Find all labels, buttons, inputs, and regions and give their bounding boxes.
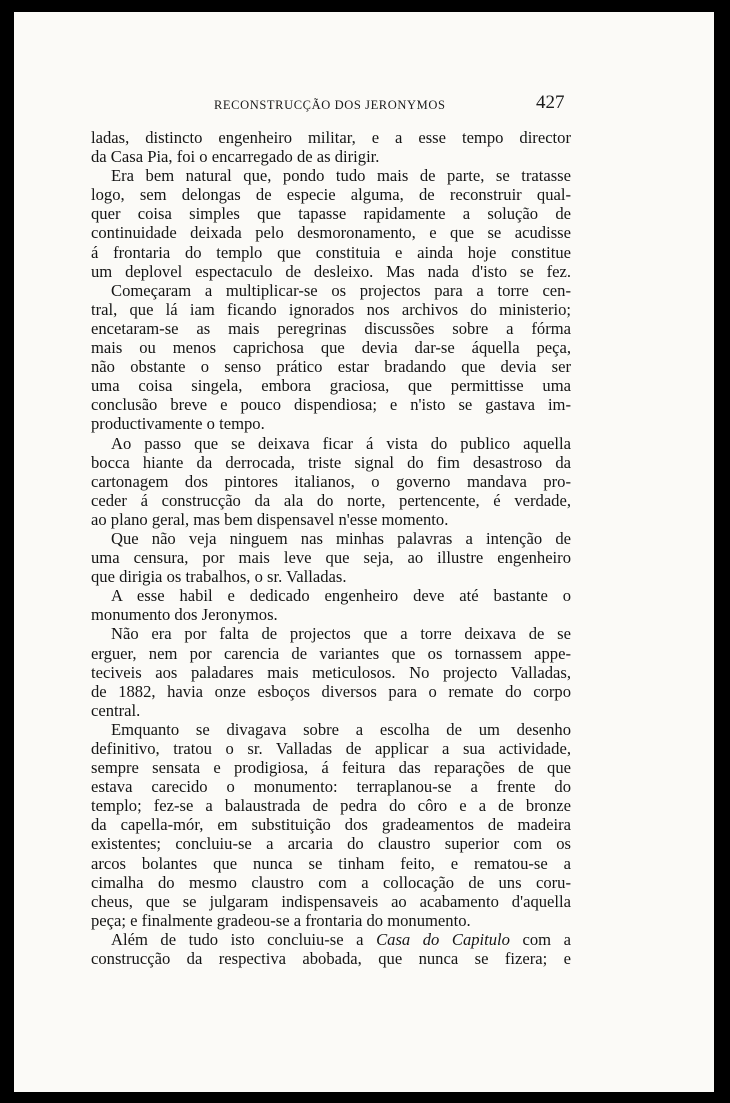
text-line: central. — [91, 700, 141, 720]
text-line: cimalha do mesmo claustro com a collocação de uns coru- — [91, 872, 571, 892]
paragraph-first-line — [91, 930, 571, 949]
text-line: sempre sensata e prodigiosa, á feitura das reparações de que — [91, 758, 571, 778]
text-line: ladas, distincto engenheiro militar, e a esse tempo director — [91, 128, 571, 147]
italic-title: Casa do Capitulo — [376, 929, 510, 949]
text-segment: Além de tudo isto concluiu-se a — [111, 929, 364, 949]
text-line: cheus, que se julgaram indispensaveis ao acabamento d'aquella — [91, 891, 571, 911]
body-text — [91, 128, 571, 968]
paragraph-first-line: Não era por falta de projectos que a torre deixava de se — [111, 624, 571, 644]
page-number: 427 — [536, 92, 565, 113]
paragraph-first-line: Que não veja ninguem nas minhas palavras a intenção de — [111, 528, 571, 548]
text-segment: com a — [522, 929, 571, 949]
text-line: continuidade deixada pelo desmoronamento, e que se acudisse — [91, 223, 571, 243]
text-line: templo; fez-se a balaustrada de pedra do côro e a de bronze — [91, 796, 571, 816]
book-page — [14, 12, 714, 1092]
text-line: productivamente o tempo. — [91, 414, 265, 434]
text-line: tral, que lá iam ficando ignorados nos archivos do ministerio; — [91, 299, 571, 319]
text-line: uma coisa singela, embora graciosa, que permittisse uma — [91, 376, 571, 396]
text-line: da Casa Pia, foi o encarregado de as dirigir. — [91, 147, 380, 167]
text-line: de 1882, havia onze esboços diversos para o remate do corpo — [91, 681, 571, 701]
text-line: logo, sem delongas de especie alguma, de reconstruir qual- — [91, 185, 571, 205]
text-line: definitivo, tratou o sr. Valladas de applicar a sua actividade, — [91, 739, 571, 758]
text-line: conclusão breve e pouco dispendiosa; e n'isto se gastava im- — [91, 395, 571, 415]
text-line: erguer, nem por carencia de variantes que os tornassem appe- — [91, 643, 571, 663]
text-line: existentes; concluiu-se a arcaria do claustro superior com os — [91, 834, 571, 854]
text-line: que dirigia os trabalhos, o sr. Valladas. — [91, 567, 347, 587]
text-line: arcos bolantes que nunca se tinham feito, e rematou-se a — [91, 853, 571, 873]
paragraph-first-line: Ao passo que se deixava ficar á vista do publico aquella — [111, 433, 571, 453]
text-line: á frontaria do templo que constituia e ainda hoje constitue — [91, 242, 571, 262]
paragraph-first-line: Emquanto se divagava sobre a escolha de um desenho — [111, 719, 571, 739]
text-line: da capella-mór, em substituição dos gradeamentos de madeira — [91, 815, 571, 835]
paragraph-first-line: Começaram a multiplicar-se os projectos para a torre cen- — [111, 280, 571, 300]
text-line: não obstante o senso prático estar bradando que devia ser — [91, 357, 571, 377]
text-line: teciveis aos paladares mais meticulosos. No projecto Valladas, — [91, 662, 571, 682]
text-line: monumento dos Jeronymos. — [91, 605, 278, 625]
text-line: bocca hiante da derrocada, triste signal do fim desastroso da — [91, 452, 571, 472]
text-line: mais ou menos caprichosa que devia dar-se áquella peça, — [91, 338, 571, 358]
text-line: estava carecido o monumento: terraplanou-se a frente do — [91, 777, 571, 797]
page-header — [14, 92, 714, 116]
text-line: ceder á construcção da ala do norte, pertencente, é verdade, — [91, 490, 571, 510]
running-title: RECONSTRUCÇÃO DOS JERONYMOS — [214, 98, 446, 112]
text-line: construcção da respectiva abobada, que nunca se fizera; e — [91, 949, 571, 969]
text-line: ao plano geral, mas bem dispensavel n'esse momento. — [91, 509, 449, 529]
paragraph-first-line: A esse habil e dedicado engenheiro deve até bastante o — [111, 586, 571, 606]
paragraph-first-line: Era bem natural que, pondo tudo mais de parte, se tratasse — [111, 166, 571, 186]
text-line: peça; e finalmente gradeou-se a frontaria do monumento. — [91, 910, 471, 930]
text-line: quer coisa simples que tapasse rapidamente a solução de — [91, 204, 571, 224]
text-line: encetaram-se as mais peregrinas discussões sobre a fórma — [91, 318, 571, 338]
text-line: uma censura, por mais leve que seja, ao illustre engenheiro — [91, 548, 571, 568]
text-line: cartonagem dos pintores italianos, o governo mandava pro- — [91, 471, 571, 491]
text-line: um deplovel espectaculo de desleixo. Mas nada d'isto se fez. — [91, 261, 571, 281]
